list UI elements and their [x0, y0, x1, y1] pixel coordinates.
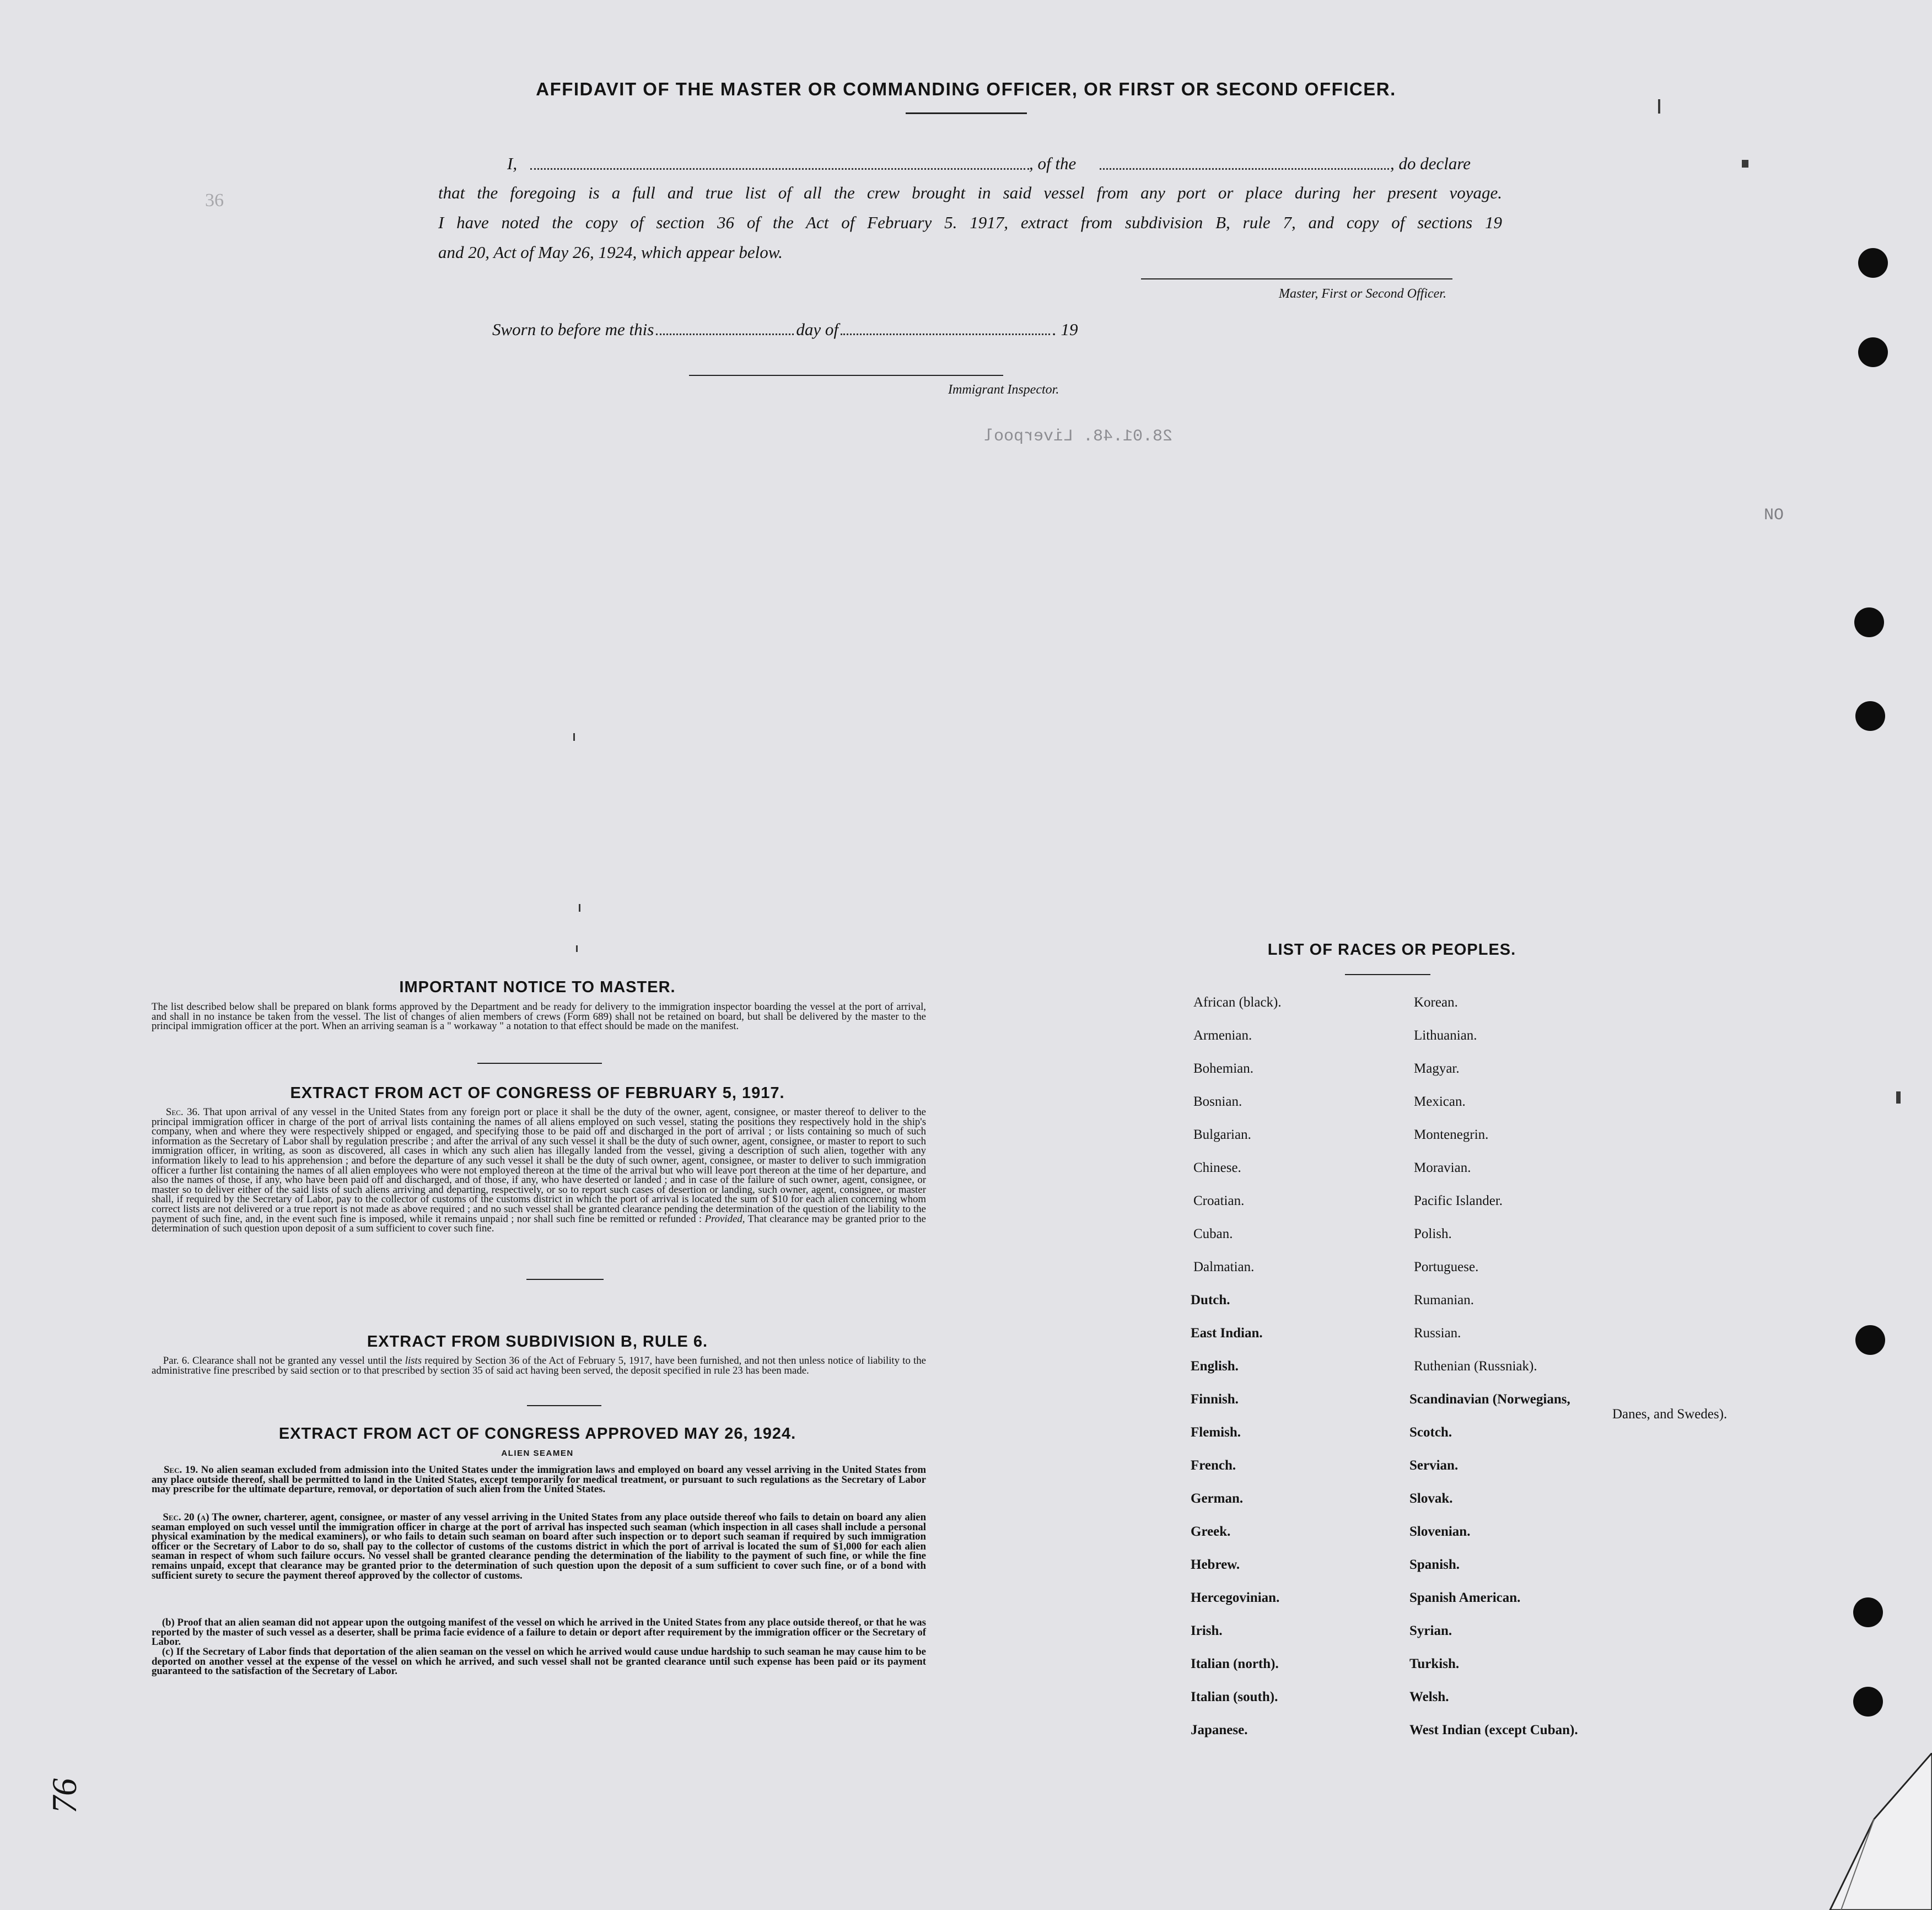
- affidavit-body-3: and 20, Act of May 26, 1924, which appear below.: [438, 243, 783, 262]
- sec-19-text: [152, 1465, 926, 1494]
- race-left-item: Hebrew.: [1191, 1557, 1240, 1572]
- title-divider: [906, 112, 1027, 114]
- master-label: Master, First or Second Officer.: [1279, 287, 1446, 301]
- race-right-item: Spanish American.: [1409, 1590, 1521, 1605]
- notice-title: IMPORTANT NOTICE TO MASTER.: [399, 978, 676, 996]
- ghost-no: NO: [1764, 506, 1784, 525]
- par-6-label: Par. 6.: [163, 1355, 190, 1366]
- rule6-text-1: Clearance shall not be granted any vessel until the: [192, 1355, 402, 1366]
- vessel-blank[interactable]: [1100, 168, 1389, 170]
- race-left-item: Chinese.: [1193, 1160, 1241, 1175]
- proviso-word: Provided,: [704, 1213, 745, 1225]
- sec-36-text: That upon arrival of any vessel in the United States from any foreign port or place it shall be the duty of the owner, agent, consignee, or master thereof to deliver to the principal immigration officer in charge of the port of arrival lists containing the names of all aliens employed on such vessel, stating the positions they respectively hold in the ship's company, when and where they were respectively shipped or engaged, and specifying those to be paid off and discharged in the port of arrival ; or lists containing so much of such information as the Secretary of Labor shall by regulation prescribe ; and after the arrival of any such vessel it shall be the duty of such owner, agent, consignee, or master to report to such immigration officer, in writing, as soon as discovered, all cases in which any such alien has illegally landed from the vessel, giving a description of such alien, together with any information likely to lead to his apprehension ; and before the departure of any such vessel it shall be the duty of such owner, agent, consignee, or master to deliver to such immigration officer a further list containing the names of all alien employees who were not employed thereon at the time of the arrival but who will leave port thereon at the time of her departure, and also the names of those, if any, who have been paid off and discharged, and of those, if any, who have deserted or landed ; and in case of the failure of such owner, agent, consignee, or master so to deliver either of the said lists of such aliens arriving and departing, respectively, or so to report such cases of desertion or landing, such owner, agent, consignee, or master shall, if required by the Secretary of Labor, pay to the collector of customs of the customs district in which the port of arrival is located the sum of $10 for each alien concerning whom correct lists are not delivered or a true report is not made as above required ; and no such vessel shall be granted clearance pending the determination of the question of the liability to the payment of such fine, and, in the event such fine is imposed, while it remains unpaid ; nor shall such fine be remitted or refunded :: [152, 1106, 927, 1225]
- inspector-label: Immigrant Inspector.: [948, 383, 1059, 397]
- race-right-item: Rumanian.: [1414, 1293, 1474, 1308]
- sec-20c-text: [152, 1647, 926, 1676]
- race-left-item: Hercegovinian.: [1191, 1590, 1280, 1605]
- sworn-day: day of: [796, 320, 838, 339]
- race-left-item: Armenian.: [1193, 1028, 1252, 1043]
- ghost-number: 36: [205, 190, 224, 211]
- rule6-text-2: required by Section 36 of the Act of February 5, 1917, have been furnished, and not then unless notice of liability to the administrative fine prescribed by said section or to that prescribed by section 35 of said act having been served, the deposit specified in rule 23 has been made.: [152, 1355, 926, 1376]
- affidavit-title: AFFIDAVIT OF THE MASTER OR COMMANDING OFFICER, OR FIRST OR SECOND OFFICER.: [536, 79, 1396, 99]
- sec-20c-body: If the Secretary of Labor finds that deportation of the alien seaman on the vessel on which he arrived would cause undue hardship to such seaman he may cause him to be deported on another vessel at the expense of the vessel on which he arrived, and such vessel shall not be granted clearance until such expense has been paid or its payment guaranteed to the satisfaction of the Secretary of Labor.: [152, 1646, 926, 1677]
- day-blank[interactable]: [656, 333, 794, 335]
- sec-19-body: No alien seaman excluded from admission into the United States under the immigration laws and employed on board any vessel arriving in the United States from any place outside thereof, shall be permitted to land in the United States, except temporarily for medical treatment, or pursuant to such regulations as the Secretary of Labor may prescribe for the ultimate departure, removal, or deportation of such alien from the United States.: [152, 1464, 927, 1495]
- race-right-item: Korean.: [1414, 995, 1458, 1010]
- race-left-item: Finnish.: [1191, 1392, 1239, 1407]
- sworn-text: [492, 320, 1078, 340]
- race-right-item: Magyar.: [1414, 1061, 1460, 1076]
- ghost-stamp: 28.01.48. Liverpool: [984, 427, 1173, 446]
- race-right-extra: Danes, and Swedes).: [1612, 1407, 1728, 1422]
- affidavit-body-1: that the foregoing is a full and true list of all the crew brought in said vessel from any port or place during her present voyage.: [438, 183, 1502, 202]
- lists-word: lists: [405, 1355, 422, 1366]
- scan-mark: [576, 945, 578, 952]
- race-right-item: Russian.: [1414, 1326, 1461, 1341]
- scan-mark: [1658, 99, 1660, 114]
- race-left-item: German.: [1191, 1491, 1244, 1506]
- extract-1917-text: [152, 1107, 926, 1234]
- race-right-item: Lithuanian.: [1414, 1028, 1477, 1043]
- notice-text: The list described below shall be prepared on blank forms approved by the Department and be ready for delivery to the immigration inspector boarding the vessel at the port of arrival, and shall in no instance be taken from the vessel. The list of changes of alien members of crews (Form 689) shall not be retained on board, but shall be delivered by the master to the principal immigration officer at the port. When an arriving seaman is a " workaway " a notation to that effect should be made on the manifest.: [152, 1001, 926, 1032]
- race-right-item: Spanish.: [1409, 1557, 1460, 1572]
- race-left-item: Bosnian.: [1193, 1094, 1242, 1109]
- sec-20b-text: [152, 1618, 926, 1647]
- race-right-item: Moravian.: [1414, 1160, 1471, 1175]
- race-right-item: Slovak.: [1409, 1491, 1453, 1506]
- inspector-signature-line[interactable]: [689, 375, 1003, 376]
- race-left-item: Italian (south).: [1191, 1690, 1278, 1704]
- proviso-text: That clearance may be granted prior to the determination of such question upon deposit of a sum sufficient to cover such fine.: [152, 1213, 926, 1235]
- sec-20-label: Sec. 20 (a): [163, 1511, 209, 1523]
- sec-19-label: Sec. 19.: [163, 1464, 198, 1476]
- sec-20c-label: (c): [162, 1646, 174, 1658]
- sec-20b-body: Proof that an alien seaman did not appear upon the outgoing manifest of the vessel on which he arrived in the United States from any place outside thereof, or that he was reported by the master of such vessel as a deserter, shall be prima facie evidence of a failure to detain or deport after requirement by the immigration officer or the Secretary of Labor.: [152, 1617, 926, 1648]
- master-signature-line[interactable]: [1141, 278, 1452, 279]
- race-right-item: Scotch.: [1409, 1425, 1452, 1440]
- race-right-item: Turkish.: [1409, 1656, 1460, 1671]
- sec-20a-text: [152, 1513, 926, 1580]
- alien-seamen-subtitle: ALIEN SEAMEN: [501, 1449, 574, 1458]
- race-right-item: Polish.: [1414, 1226, 1452, 1241]
- sworn-prefix: Sworn to before me this: [492, 320, 654, 339]
- punch-hole: [1854, 607, 1884, 637]
- page-number: 76: [45, 1778, 84, 1814]
- month-blank[interactable]: [841, 333, 1050, 335]
- scan-mark: [1742, 160, 1748, 168]
- punch-hole: [1855, 1325, 1885, 1355]
- extract-1924-title: EXTRACT FROM ACT OF CONGRESS APPROVED MAY 26, 1924.: [278, 1425, 797, 1443]
- scan-mark: [573, 733, 575, 741]
- race-left-item: Japanese.: [1191, 1723, 1248, 1737]
- race-left-item: East Indian.: [1191, 1326, 1263, 1341]
- sworn-year: . 19: [1052, 320, 1078, 339]
- punch-hole: [1853, 1687, 1883, 1717]
- race-right-item: Montenegrin.: [1414, 1127, 1489, 1142]
- sec-20b-label: (b): [162, 1617, 175, 1628]
- affidavit-of-the: , of the: [1029, 154, 1077, 173]
- divider: [527, 1405, 601, 1406]
- punch-hole: [1858, 337, 1888, 367]
- race-right-item: Mexican.: [1414, 1094, 1466, 1109]
- punch-hole: [1855, 701, 1885, 731]
- name-blank[interactable]: [530, 168, 1029, 170]
- divider: [526, 1279, 604, 1280]
- affidavit-do-declare: , do declare: [1390, 154, 1471, 173]
- race-right-item: Servian.: [1409, 1458, 1459, 1473]
- race-left-item: African (black).: [1193, 995, 1282, 1010]
- extract-rule6-text: [152, 1356, 926, 1375]
- race-left-item: Bulgarian.: [1193, 1127, 1251, 1142]
- sec-20a-body: The owner, charterer, agent, consignee, or master of any vessel arriving in the United States from any place outside thereof who fails to detain on board any alien seaman employed on such vessel until the immigration officer in charge at the port of arrival has inspected such seaman (which inspection in all cases shall include a personal physical examination by the medical examiners), or who fails to detain such seaman on board after such inspection or to deport such seaman if required by such immigration officer or the Secretary of Labor to do so, shall pay to the collector of customs of the customs district in which the port of arrival is located the sum of $1,000 for each alien seaman in respect of whom such failure occurs. No vessel shall be granted clearance pending the determination of the liability to the payment of such fine, or while the fine remains unpaid, except that clearance may be granted prior to the determination of such question upon the deposit of a sum sufficient to cover such fine, or of a bond with sufficient surety to secure the payment thereof approved by the collector of customs.: [152, 1511, 927, 1581]
- affidavit-i: I,: [507, 154, 518, 173]
- extract-rule6-title: EXTRACT FROM SUBDIVISION B, RULE 6.: [367, 1333, 708, 1351]
- race-left-item: French.: [1191, 1458, 1236, 1473]
- extract-1917-title: EXTRACT FROM ACT OF CONGRESS OF FEBRUARY 5, 1917.: [290, 1084, 785, 1102]
- sec-36-label: Sec. 36.: [165, 1106, 200, 1118]
- race-left-item: Irish.: [1191, 1623, 1223, 1638]
- race-left-item: Greek.: [1191, 1524, 1231, 1539]
- race-left-item: Croatian.: [1193, 1193, 1245, 1208]
- race-right-item: West Indian (except Cuban).: [1409, 1723, 1578, 1737]
- race-right-item: Pacific Islander.: [1414, 1193, 1503, 1208]
- punch-hole: [1853, 1597, 1883, 1627]
- race-left-item: Flemish.: [1191, 1425, 1241, 1440]
- race-left-item: Dutch.: [1191, 1293, 1230, 1308]
- affidavit-body-2: I have noted the copy of section 36 of the Act of February 5. 1917, extract from subdivision B, rule 7, and copy of sections 19: [438, 213, 1502, 232]
- punch-hole: [1858, 248, 1888, 278]
- scan-mark: [579, 904, 580, 912]
- race-left-item: Italian (north).: [1191, 1656, 1279, 1671]
- race-right-item: Syrian.: [1409, 1623, 1452, 1638]
- race-left-item: Dalmatian.: [1193, 1260, 1255, 1274]
- races-title: LIST OF RACES OR PEOPLES.: [1267, 941, 1516, 959]
- scan-mark: [1896, 1091, 1901, 1104]
- race-left-item: Cuban.: [1193, 1226, 1233, 1241]
- race-right-item: Scandinavian (Norwegians,: [1409, 1392, 1570, 1407]
- divider: [477, 1063, 602, 1064]
- races-divider: [1345, 974, 1430, 975]
- race-right-item: Portuguese.: [1414, 1260, 1479, 1274]
- race-left-item: Bohemian.: [1193, 1061, 1254, 1076]
- affidavit-body: [438, 178, 1502, 267]
- race-right-item: Welsh.: [1409, 1690, 1449, 1704]
- race-right-item: Ruthenian (Russniak).: [1414, 1359, 1537, 1374]
- race-left-item: English.: [1191, 1359, 1239, 1374]
- folded-corner: [1808, 1753, 1932, 1910]
- race-right-item: Slovenian.: [1409, 1524, 1471, 1539]
